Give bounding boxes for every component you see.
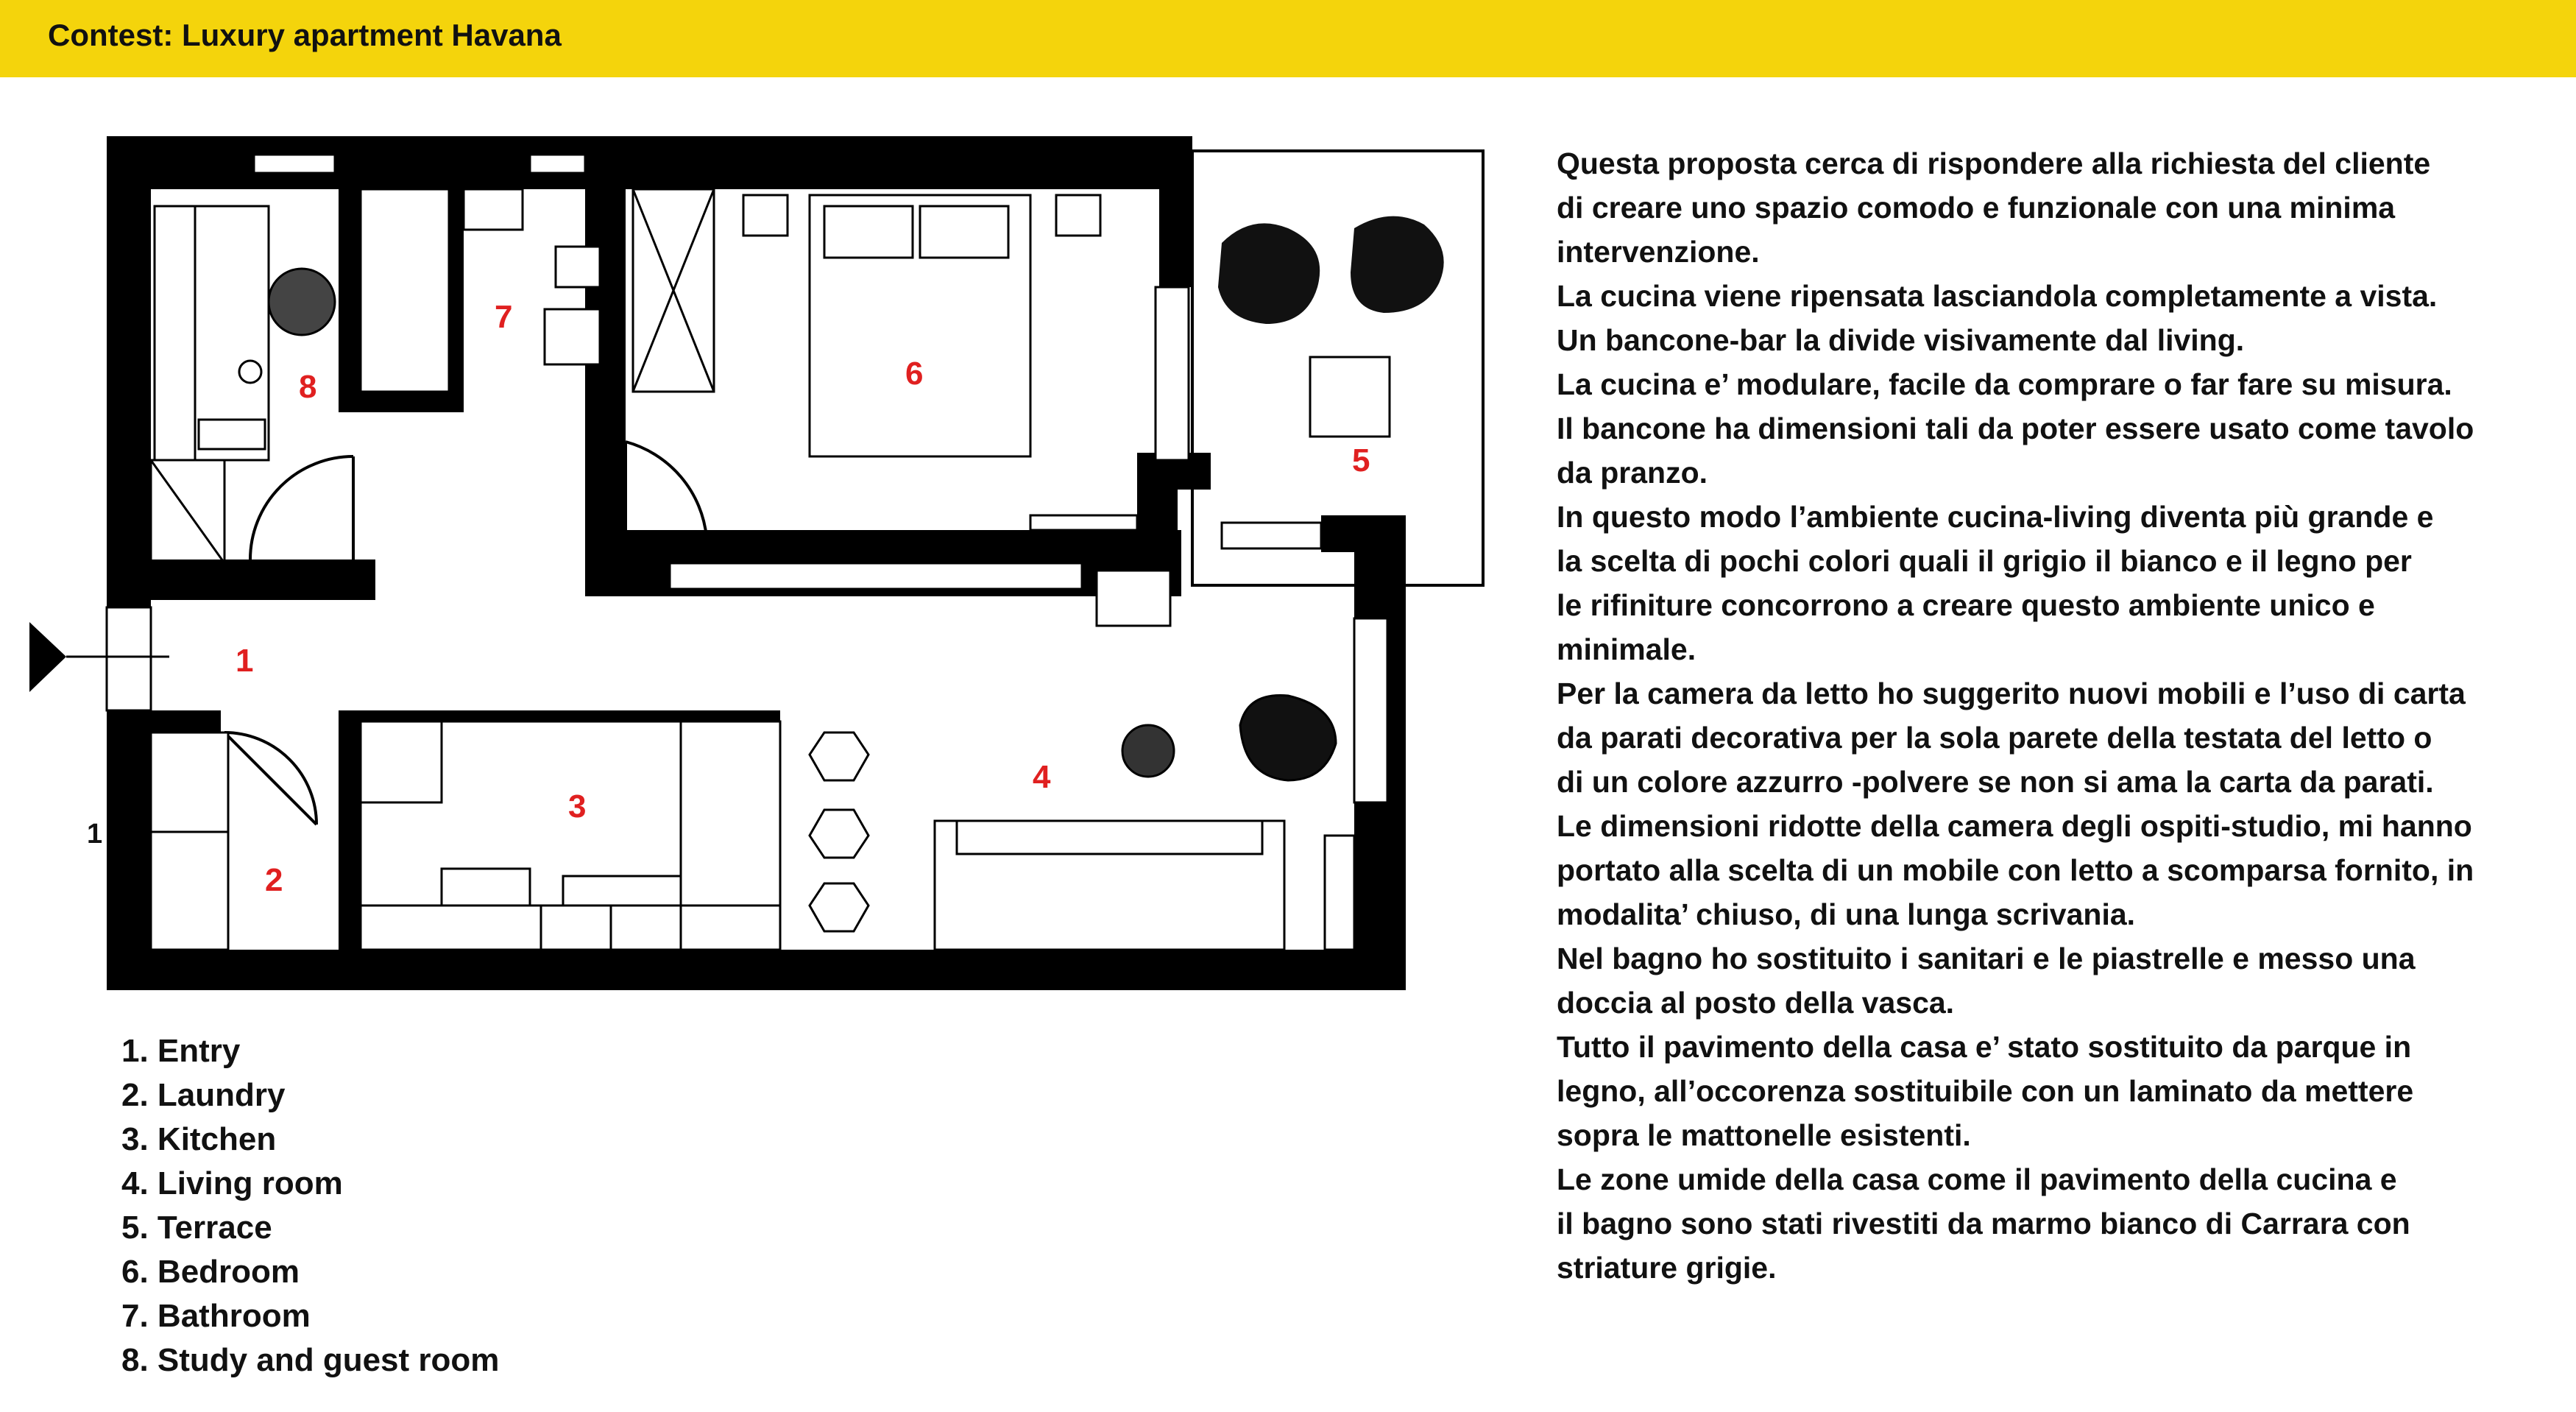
room-number-3: 3: [568, 788, 587, 825]
description-line: da parati decorativa per la sola parete della testata del letto o: [1557, 721, 2432, 755]
legend-item: 4. Living room: [121, 1165, 343, 1201]
description-line: La cucina e’ modulare, facile da comprare o far fare su misura.: [1557, 367, 2452, 401]
description-line: il bagno sono stati rivestiti da marmo bianco di Carrara con: [1557, 1207, 2410, 1240]
outside-label: 1: [87, 819, 103, 850]
room-number-4: 4: [1033, 759, 1051, 795]
description-line: minimale.: [1557, 632, 1696, 666]
terrace-table: [1310, 357, 1390, 437]
legend-item: 7. Bathroom: [121, 1298, 311, 1334]
description-line: le rifiniture concorrono a creare questo ambiente unico e: [1557, 588, 2375, 622]
terrace-chairs: [1218, 216, 1444, 324]
kitchen-furniture: [361, 721, 780, 950]
description-line: Per la camera da letto ho suggerito nuovi mobili e l’uso di carta: [1557, 677, 2466, 710]
header-banner: [0, 0, 2576, 77]
room-number-2: 2: [265, 862, 283, 898]
bathroom-fixtures: [361, 189, 600, 392]
room-number-8: 8: [299, 369, 317, 405]
description-line: Questa proposta cerca di rispondere alla richiesta del cliente: [1557, 147, 2431, 180]
legend-item: 1. Entry: [121, 1033, 241, 1069]
legend-item: 5. Terrace: [121, 1210, 272, 1246]
description-line: In questo modo l’ambiente cucina-living diventa più grande e: [1557, 500, 2434, 534]
room-number-5: 5: [1352, 442, 1370, 479]
laundry-fixtures: [151, 733, 228, 950]
room-number-1: 1: [236, 643, 254, 679]
room-number-7: 7: [495, 299, 513, 335]
legend-item: 8. Study and guest room: [121, 1342, 500, 1378]
description-line: intervenzione.: [1557, 235, 1760, 269]
description-line: di un colore azzurro -polvere se non si ama la carta da parati.: [1557, 765, 2434, 799]
description-line: legno, all’occorenza sostituibile con un laminato da mettere: [1557, 1074, 2414, 1108]
project-description: [1557, 141, 2565, 1290]
description-line: Tutto il pavimento della casa e’ stato sostituito da parque in: [1557, 1030, 2412, 1064]
description-line: Le dimensioni ridotte della camera degli ospiti-studio, mi hanno: [1557, 809, 2472, 843]
description-line: Nel bagno ho sostituito i sanitari e le piastrelle e messo una: [1557, 942, 2416, 975]
description-line: sopra le mattonelle esistenti.: [1557, 1118, 1971, 1152]
description-line: striature grigie.: [1557, 1251, 1777, 1285]
legend-item: 3. Kitchen: [121, 1121, 277, 1157]
floor-plan: [0, 77, 1516, 1034]
description-line: da pranzo.: [1557, 456, 1708, 490]
description-line: la scelta di pochi colori quali il grigio il bianco e il legno per: [1557, 544, 2412, 578]
description-line: portato alla scelta di un mobile con letto a scomparsa fornito, in: [1557, 853, 2474, 887]
bedroom-furniture: [633, 189, 1137, 530]
description-line: di creare uno spazio comodo e funzionale con una minima: [1557, 191, 2396, 225]
room-legend: [121, 1029, 499, 1383]
description-line: doccia al posto della vasca.: [1557, 986, 1955, 1020]
page-title: Contest: Luxury apartment Havana: [48, 18, 562, 52]
description-line: Un bancone-bar la divide visivamente dal living.: [1557, 323, 2245, 357]
legend-item: 2. Laundry: [121, 1077, 286, 1113]
description-line: modalita’ chiuso, di una lunga scrivania.: [1557, 897, 2136, 931]
room-number-6: 6: [905, 356, 924, 392]
description-line: Le zone umide della casa come il pavimento della cucina e: [1557, 1162, 2397, 1196]
description-line: Il bancone ha dimensioni tali da poter essere usato come tavolo: [1557, 412, 2474, 445]
description-line: La cucina viene ripensata lasciandola completamente a vista.: [1557, 279, 2438, 313]
legend-item: 6. Bedroom: [121, 1254, 300, 1290]
